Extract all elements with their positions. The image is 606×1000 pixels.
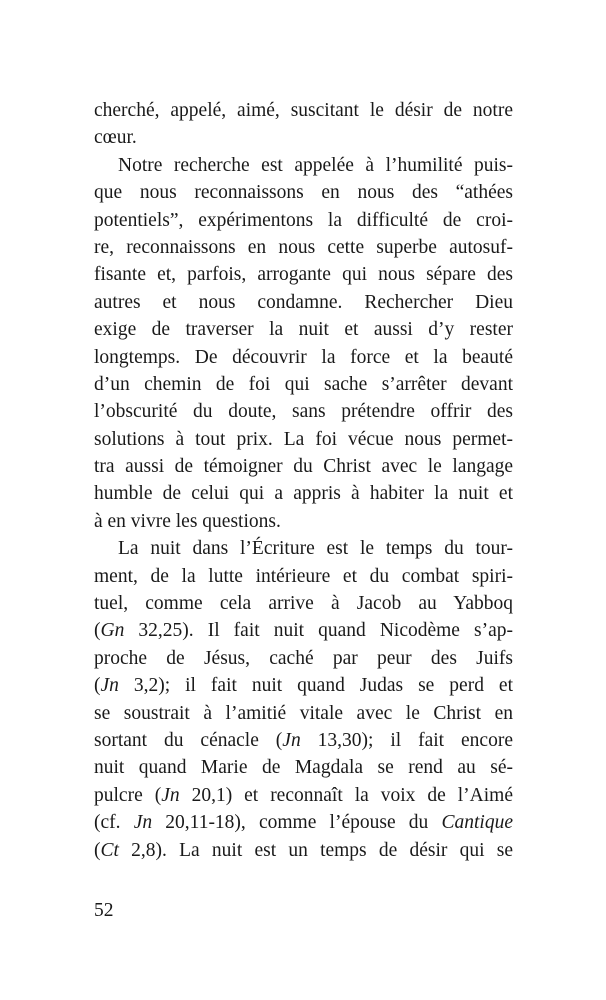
text-segment: ment, de la lutte intérieure et du combat spiri- xyxy=(94,565,513,587)
text-line xyxy=(94,316,513,343)
text-segment: re, reconnaissons en nous cette superbe autosuf- xyxy=(94,236,513,258)
text-segment: cœur. xyxy=(94,127,137,149)
text-line xyxy=(94,234,513,261)
text-segment: 20,1) et reconnaît la voix de l’Aimé xyxy=(179,784,513,806)
text-segment: proche de Jésus, caché par peur des Juifs xyxy=(94,647,513,669)
text-segment: (cf. xyxy=(94,812,134,834)
text-segment: sortant du cénacle ( xyxy=(94,729,283,751)
text-segment: 32,25). Il fait nuit quand Nicodème s’ap- xyxy=(124,620,513,642)
text-segment: l’obscurité du doute, sans prétendre offrir des xyxy=(94,401,513,423)
text-segment: Notre recherche est appelée à l’humilité puis- xyxy=(118,154,513,176)
text-segment: 2,8). La nuit est un temps de désir qui se xyxy=(118,839,513,861)
text-segment: pulcre ( xyxy=(94,784,162,806)
text-segment: à en vivre les questions. xyxy=(94,510,281,532)
scripture-reference-italic: Gn xyxy=(100,620,125,642)
text-line xyxy=(94,261,513,288)
text-line xyxy=(94,645,513,672)
scripture-reference-italic: Jn xyxy=(133,812,153,834)
text-segment: ( xyxy=(94,839,101,861)
text-line xyxy=(94,453,513,480)
text-line xyxy=(94,837,513,864)
text-line xyxy=(94,782,513,809)
scripture-reference-italic: Ct xyxy=(100,839,119,861)
text-line xyxy=(94,97,513,124)
text-line xyxy=(94,727,513,754)
text-line xyxy=(94,672,513,699)
text-line xyxy=(94,289,513,316)
text-line xyxy=(94,207,513,234)
text-segment: cherché, appelé, aimé, suscitant le désir de notre xyxy=(94,100,513,121)
text-segment: que nous reconnaissons en nous des “athées xyxy=(94,182,513,204)
text-line xyxy=(94,371,513,398)
text-line xyxy=(94,426,513,453)
text-segment: longtemps. De découvrir la force et la beauté xyxy=(94,346,513,368)
text-segment: 20,11-18), comme l’épouse du xyxy=(152,812,442,834)
text-line xyxy=(94,590,513,617)
text-segment: exige de traverser la nuit et aussi d’y rester xyxy=(94,319,513,341)
text-line xyxy=(94,344,513,371)
text-segment: autres et nous condamne. Rechercher Dieu xyxy=(94,291,513,313)
text-line xyxy=(94,398,513,425)
text-line xyxy=(94,700,513,727)
scripture-reference-italic: Jn xyxy=(100,675,119,697)
text-line xyxy=(94,152,513,179)
text-segment: 13,30); il fait encore xyxy=(300,729,513,751)
text-line xyxy=(94,508,513,535)
text-line xyxy=(94,754,513,781)
book-page-text xyxy=(94,97,513,864)
text-segment: solutions à tout prix. La foi vécue nous permet- xyxy=(94,428,513,450)
text-segment: tra aussi de témoigner du Christ avec le langage xyxy=(94,456,513,478)
text-segment: ( xyxy=(94,675,101,697)
scripture-reference-italic: Jn xyxy=(161,784,180,806)
text-segment: fisante et, parfois, arrogante qui nous sépare des xyxy=(94,264,513,286)
text-line xyxy=(94,809,513,836)
text-line xyxy=(94,563,513,590)
scripture-reference-italic: Cantique xyxy=(441,812,513,834)
text-segment: La nuit dans l’Écriture est le temps du tour- xyxy=(118,538,513,560)
text-segment: d’un chemin de foi qui sache s’arrêter devant xyxy=(94,373,513,395)
text-segment: se soustrait à l’amitié vitale avec le Christ en xyxy=(94,702,513,724)
scripture-reference-italic: Jn xyxy=(282,729,301,751)
text-line xyxy=(94,535,513,562)
page-number: 52 xyxy=(94,900,114,921)
text-segment: humble de celui qui a appris à habiter la nuit et xyxy=(94,483,513,505)
text-segment: tuel, comme cela arrive à Jacob au Yabboq xyxy=(94,593,513,615)
text-line xyxy=(94,124,513,151)
text-line xyxy=(94,179,513,206)
text-segment: potentiels”, expérimentons la difficulté de croi- xyxy=(94,209,513,231)
text-segment: ( xyxy=(94,620,101,642)
text-segment: nuit quand Marie de Magdala se rend au sé- xyxy=(94,757,513,779)
text-segment: 3,2); il fait nuit quand Judas se perd et xyxy=(118,675,513,697)
text-line xyxy=(94,617,513,644)
text-line xyxy=(94,480,513,507)
